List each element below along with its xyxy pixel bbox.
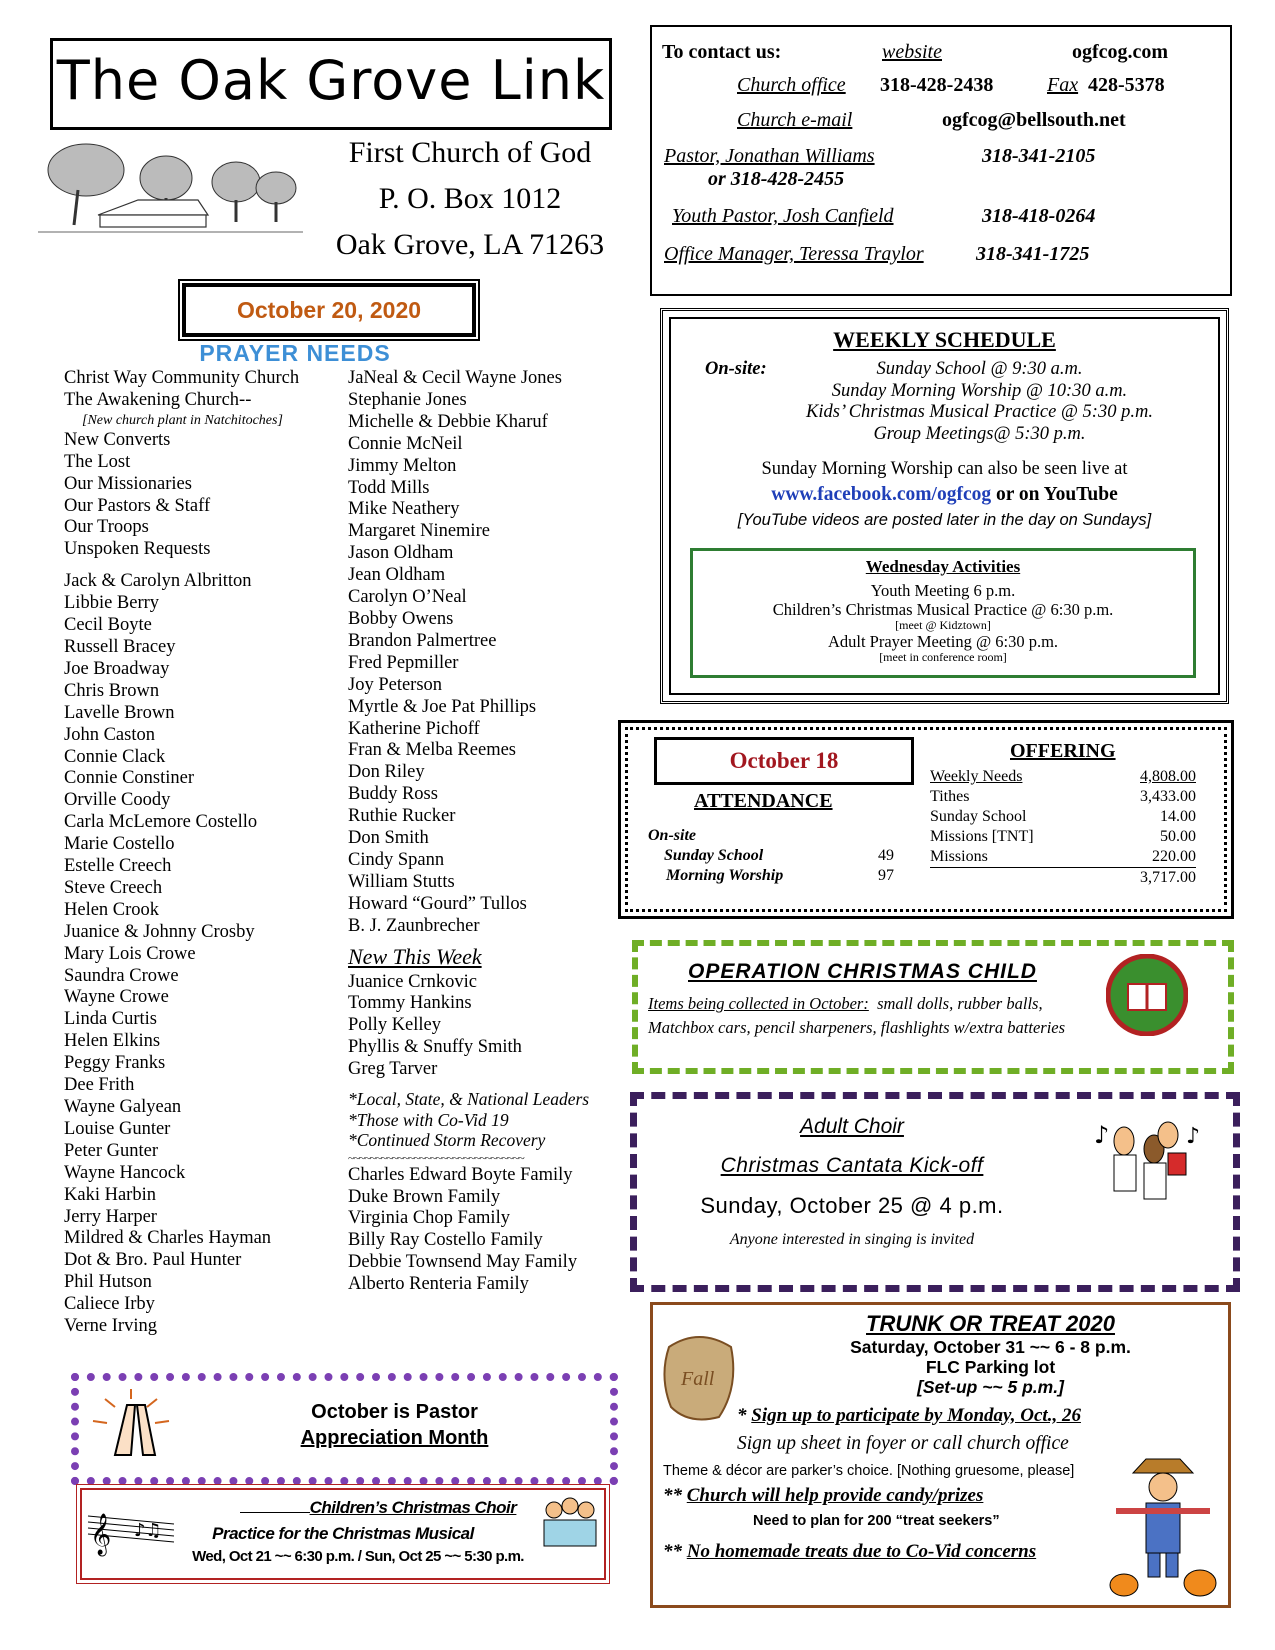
list-item: Christ Way Community Church bbox=[64, 368, 300, 388]
list-item: Michelle & Debbie Kharuf bbox=[348, 411, 548, 432]
occ-items-1: small dolls, rubber balls, bbox=[877, 994, 1043, 1013]
attendance-row-label: Morning Worship bbox=[666, 867, 784, 884]
adult-choir-box bbox=[630, 1092, 1240, 1292]
list-item: Don Riley bbox=[348, 762, 425, 783]
family-list bbox=[348, 1165, 589, 1296]
list-item: Buddy Ross bbox=[348, 784, 438, 805]
list-item: Mildred & Charles Hayman bbox=[64, 1228, 272, 1249]
pastor-month-line2: Appreciation Month bbox=[300, 1427, 489, 1449]
list-item: Carla McLemore Costello bbox=[64, 812, 258, 833]
occ-items-label: Items being collected in October: bbox=[648, 994, 869, 1013]
prayer-names-right bbox=[348, 368, 589, 938]
trunk-theme: Theme & décor are parker’s choice. [Nothing gruesome, please] bbox=[663, 1463, 1075, 1479]
list-item: John Caston bbox=[64, 724, 155, 745]
list-item: Tommy Hankins bbox=[348, 993, 472, 1014]
kids-choir-line3: Wed, Oct 21 ~~ 6:30 p.m. / Sun, Oct 25 ~~ 5:30 p.m. bbox=[192, 1548, 524, 1565]
prayer-list-left bbox=[64, 368, 299, 1338]
list-item: Phil Hutson bbox=[64, 1272, 152, 1293]
offering-label: Sunday School bbox=[930, 808, 1027, 825]
list-item: Dot & Bro. Paul Hunter bbox=[64, 1250, 242, 1271]
trunk-candy-line: ** Church will help provide candy/prizes bbox=[663, 1485, 984, 1506]
weekly-title: WEEKLY SCHEDULE bbox=[833, 327, 1056, 352]
offering-value: 3,433.00 bbox=[1140, 788, 1196, 805]
list-item: New Converts bbox=[64, 429, 171, 450]
trunk-plan: Need to plan for 200 “treat seekers” bbox=[753, 1513, 1000, 1529]
kids-choir-line2: Practice for the Christmas Musical bbox=[212, 1524, 474, 1543]
list-item: Ruthie Rucker bbox=[348, 806, 456, 827]
list-item: Wayne Crowe bbox=[64, 987, 169, 1008]
choir-line1: Adult Choir bbox=[800, 1115, 904, 1138]
pastor-month-line1: October is Pastor bbox=[311, 1401, 478, 1423]
church-name: First Church of God bbox=[348, 136, 592, 169]
singers-icon bbox=[1092, 1113, 1202, 1213]
pastor-label: Pastor, Jonathan Williams bbox=[664, 145, 875, 167]
list-item: Margaret Ninemire bbox=[348, 521, 490, 542]
email-label: Church e-mail bbox=[737, 109, 853, 131]
list-item: Louise Gunter bbox=[64, 1118, 171, 1139]
trunk-nohome: No homemade treats due to Co-Vid concerns bbox=[686, 1541, 1037, 1562]
list-item: Don Smith bbox=[348, 828, 429, 849]
attendance-onsite: On-site bbox=[648, 827, 696, 844]
trunk-candy: Church will help provide candy/prizes bbox=[686, 1485, 984, 1506]
list-item: Our Pastors & Staff bbox=[64, 495, 211, 516]
list-item: Debbie Townsend May Family bbox=[348, 1252, 578, 1273]
email-value[interactable]: ogfcog@bellsouth.net bbox=[942, 109, 1126, 131]
pastor-phone: 318-341-2105 bbox=[982, 145, 1096, 167]
list-item: William Stutts bbox=[348, 871, 455, 892]
list-item: Orville Coody bbox=[64, 790, 171, 811]
fax-label: Fax bbox=[1047, 74, 1079, 96]
new-names-list bbox=[348, 972, 589, 1082]
list-item: Duke Brown Family bbox=[348, 1186, 501, 1207]
youth-pastor-phone: 318-418-0264 bbox=[982, 205, 1096, 227]
prayer-needs-heading: PRAYER NEEDS bbox=[199, 340, 391, 366]
list-item: Fred Pepmiller bbox=[348, 652, 459, 673]
list-item: Caliece Irby bbox=[64, 1294, 155, 1315]
occ-logo-icon bbox=[1106, 954, 1188, 1036]
trunk-title: TRUNK OR TREAT 2020 bbox=[866, 1311, 1115, 1336]
list-item: Fran & Melba Reemes bbox=[348, 740, 516, 761]
newsletter-title: The Oak Grove Link bbox=[56, 49, 606, 112]
church-plant-note: [New church plant in Natchitoches] bbox=[82, 412, 283, 428]
list-item: Mary Lois Crowe bbox=[64, 943, 196, 964]
facebook-link[interactable]: www.facebook.com/ogfcog bbox=[771, 484, 992, 505]
contact-box bbox=[650, 25, 1232, 296]
masthead-box bbox=[50, 38, 612, 130]
list-item: Saundra Crowe bbox=[64, 965, 179, 986]
list-item: Jason Oldham bbox=[348, 543, 454, 564]
youth-pastor-label: Youth Pastor, Josh Canfield bbox=[672, 205, 894, 227]
pastor-alt-phone: or 318-428-2455 bbox=[708, 168, 845, 190]
trunk-or-treat-box bbox=[650, 1302, 1231, 1608]
list-item: Katherine Pichoff bbox=[348, 718, 480, 739]
offering-row bbox=[930, 807, 1196, 827]
list-item: Joe Broadway bbox=[64, 658, 170, 679]
list-item: Greg Tarver bbox=[348, 1059, 438, 1080]
list-item: Brandon Palmertree bbox=[348, 630, 497, 651]
choir-line2: Christmas Cantata Kick-off bbox=[720, 1154, 984, 1177]
offering-value: 14.00 bbox=[1160, 808, 1196, 825]
list-item: *Continued Storm Recovery bbox=[348, 1130, 546, 1151]
wed-adult-note: [meet in conference room] bbox=[879, 650, 1007, 664]
offering-value: 220.00 bbox=[1152, 848, 1196, 865]
trunk-when: Saturday, October 31 ~~ 6 - 8 p.m. bbox=[850, 1337, 1131, 1357]
svg-text:𝄞: 𝄞 bbox=[90, 1514, 112, 1555]
offering-row bbox=[930, 827, 1196, 847]
schedule-item: Kids’ Christmas Musical Practice @ 5:30 p.m. bbox=[806, 402, 1153, 422]
occ-items-2: Matchbox cars, pencil sharpeners, flashlights w/extra batteries bbox=[648, 1018, 1066, 1037]
wednesday-title: Wednesday Activities bbox=[865, 557, 1021, 576]
offering-value: 4,808.00 bbox=[1140, 768, 1196, 785]
list-item: Virginia Chop Family bbox=[348, 1208, 510, 1229]
kids-choir-title: Children’s Christmas Choir bbox=[309, 1498, 517, 1517]
list-item: Peter Gunter bbox=[64, 1140, 159, 1161]
list-item: Carolyn O’Neal bbox=[348, 587, 467, 608]
list-item: Cindy Spann bbox=[348, 849, 445, 870]
choir-line3: Sunday, October 25 @ 4 p.m. bbox=[700, 1193, 1004, 1218]
offering-row bbox=[930, 868, 1196, 888]
new-this-week-heading: New This Week bbox=[348, 943, 482, 969]
list-item: JaNeal & Cecil Wayne Jones bbox=[348, 368, 562, 388]
office-label: Church office bbox=[737, 74, 846, 96]
trunk-nohome-line: ** No homemade treats due to Co-Vid concerns bbox=[663, 1541, 1037, 1562]
operation-christmas-child-box bbox=[632, 940, 1234, 1074]
divider: ~~~~~~~~~~~~~~~~~~~~~~~~~~~~~~~~ bbox=[348, 1150, 524, 1165]
office-phone: 318-428-2438 bbox=[880, 74, 994, 96]
list-item: Peggy Franks bbox=[64, 1053, 166, 1074]
attendance-title: ATTENDANCE bbox=[694, 790, 833, 812]
issue-date: October 20, 2020 bbox=[182, 283, 476, 337]
list-item: Alberto Renteria Family bbox=[348, 1274, 529, 1295]
pastor-appreciation-box bbox=[71, 1373, 618, 1485]
list-item: Stephanie Jones bbox=[348, 389, 467, 410]
contact-label: To contact us: bbox=[662, 41, 782, 63]
kids-choir-line1 bbox=[182, 1498, 574, 1518]
attendance-row-label: Sunday School bbox=[664, 847, 764, 864]
onsite-label: On-site: bbox=[705, 359, 767, 379]
choir-line4: Anyone interested in singing is invited bbox=[729, 1231, 975, 1248]
list-item: *Local, State, & National Leaders bbox=[348, 1089, 590, 1110]
offering-row bbox=[930, 767, 1196, 787]
list-item: The Lost bbox=[64, 451, 131, 472]
trunk-signup: Sign up to participate by Monday, Oct., 26 bbox=[751, 1405, 1081, 1426]
wed-youth: Youth Meeting 6 p.m. bbox=[870, 581, 1016, 600]
offering-label: Missions [TNT] bbox=[930, 828, 1034, 845]
city-state: Oak Grove, LA 71263 bbox=[335, 228, 605, 261]
trunk-signup-line: * Sign up to participate by Monday, Oct., 26 bbox=[737, 1405, 1081, 1426]
scarecrow-icon bbox=[1108, 1455, 1218, 1600]
list-item: Todd Mills bbox=[348, 477, 430, 498]
offering-row bbox=[930, 847, 1196, 868]
prayer-list-right bbox=[348, 368, 589, 1296]
fax-number: 428-5378 bbox=[1088, 74, 1165, 96]
wed-kids: Children’s Christmas Musical Practice @ 6:30 p.m. bbox=[772, 600, 1114, 619]
offering-label: Tithes bbox=[930, 788, 970, 805]
live-links bbox=[663, 484, 1226, 506]
list-item: Our Missionaries bbox=[64, 473, 192, 494]
website-value[interactable]: ogfcog.com bbox=[1072, 41, 1169, 63]
attendance-row-value: 97 bbox=[878, 867, 894, 884]
list-item: Dee Frith bbox=[64, 1075, 135, 1096]
wednesday-activities-box bbox=[690, 548, 1196, 678]
list-item: Marie Costello bbox=[64, 834, 175, 855]
praying-hands-icon bbox=[85, 1385, 177, 1465]
list-item: *Those with Co-Vid 19 bbox=[348, 1109, 509, 1130]
svg-text:♪: ♪ bbox=[1186, 1124, 1201, 1149]
childrens-choir-box bbox=[80, 1488, 606, 1580]
schedule-item: Sunday School @ 9:30 a.m. bbox=[876, 359, 1083, 379]
list-item: B. J. Zaunbrecher bbox=[348, 915, 480, 936]
list-item: Helen Elkins bbox=[64, 1031, 161, 1052]
list-item: Jimmy Melton bbox=[348, 455, 457, 476]
youtube-text: or on YouTube bbox=[991, 484, 1118, 505]
fall-sign-icon bbox=[659, 1327, 741, 1427]
svg-text:♪♫: ♪♫ bbox=[134, 1520, 162, 1541]
offering-title: OFFERING bbox=[1010, 740, 1116, 762]
list-item: Mike Neathery bbox=[348, 499, 460, 520]
list-item: Linda Curtis bbox=[64, 1009, 158, 1030]
list-item: Bobby Owens bbox=[348, 608, 454, 629]
wed-adult: Adult Prayer Meeting @ 6:30 p.m. bbox=[827, 632, 1059, 651]
svg-text:♪: ♪ bbox=[1094, 1121, 1110, 1149]
offering-label: Missions bbox=[930, 848, 988, 865]
live-text: Sunday Morning Worship can also be seen live at bbox=[761, 459, 1128, 479]
list-item: Polly Kelley bbox=[348, 1015, 442, 1036]
attendance-row-value: 49 bbox=[878, 847, 894, 864]
list-item: Billy Ray Costello Family bbox=[348, 1230, 543, 1251]
schedule-item: Sunday Morning Worship @ 10:30 a.m. bbox=[831, 380, 1128, 401]
list-item: Cecil Boyte bbox=[64, 615, 152, 636]
list-item: Jean Oldham bbox=[348, 565, 446, 586]
list-item: Connie Clack bbox=[64, 746, 166, 767]
offering-table bbox=[930, 767, 1196, 888]
offering-label: Weekly Needs bbox=[930, 768, 1023, 785]
office-manager-phone: 318-341-1725 bbox=[976, 243, 1090, 265]
list-item: The Awakening Church-- bbox=[64, 389, 252, 410]
onsite-schedule bbox=[663, 359, 1226, 445]
list-item: Wayne Galyean bbox=[64, 1097, 182, 1117]
list-item: Jack & Carolyn Albritton bbox=[64, 571, 252, 592]
trunk-where: FLC Parking lot bbox=[925, 1357, 1056, 1377]
trunk-signup-sheet: Sign up sheet in foyer or call church office bbox=[737, 1433, 1069, 1454]
attendance-date: October 18 bbox=[654, 737, 914, 785]
website-label: website bbox=[882, 41, 942, 63]
church-trees-illustration bbox=[38, 140, 303, 240]
youtube-note: [YouTube videos are posted later in the day on Sundays] bbox=[737, 511, 1152, 529]
list-item: Howard “Gourd” Tullos bbox=[348, 893, 527, 914]
list-item: Connie McNeil bbox=[348, 433, 463, 454]
wed-kids-note: [meet @ Kidztown] bbox=[895, 618, 991, 632]
list-item: Jerry Harper bbox=[64, 1206, 157, 1227]
list-item: Charles Edward Boyte Family bbox=[348, 1164, 573, 1185]
children-singers-icon bbox=[540, 1496, 598, 1552]
list-item: Libbie Berry bbox=[64, 593, 160, 614]
office-manager-label: Office Manager, Teressa Traylor bbox=[664, 243, 924, 265]
prayer-names-left bbox=[64, 571, 299, 1338]
list-item: Steve Creech bbox=[64, 877, 163, 898]
church-address bbox=[300, 130, 640, 268]
offering-row bbox=[930, 787, 1196, 807]
fall-word: Fall bbox=[681, 1368, 715, 1390]
list-item: Estelle Creech bbox=[64, 856, 172, 877]
list-item: Phyllis & Snuffy Smith bbox=[348, 1037, 522, 1058]
occ-items-line bbox=[648, 994, 1043, 1014]
list-item: Unspoken Requests bbox=[64, 539, 211, 560]
list-item: Juanice Crnkovic bbox=[348, 971, 477, 992]
special-list bbox=[348, 1089, 589, 1151]
list-item: Joy Peterson bbox=[348, 674, 443, 695]
list-item: Chris Brown bbox=[64, 680, 160, 701]
po-box: P. O. Box 1012 bbox=[378, 182, 562, 215]
list-item: Verne Irving bbox=[64, 1316, 157, 1337]
offering-value: 50.00 bbox=[1160, 828, 1196, 845]
list-item: Connie Constiner bbox=[64, 768, 195, 789]
list-item: Lavelle Brown bbox=[64, 702, 175, 723]
occ-title: OPERATION CHRISTMAS CHILD bbox=[688, 960, 1037, 983]
offering-value: 3,717.00 bbox=[1140, 869, 1196, 886]
list-item: Our Troops bbox=[64, 517, 149, 538]
list-item: Russell Bracey bbox=[64, 636, 176, 657]
list-item: Helen Crook bbox=[64, 899, 160, 920]
list-item: Myrtle & Joe Pat Phillips bbox=[348, 696, 537, 717]
list-item: Juanice & Johnny Crosby bbox=[64, 921, 255, 942]
list-item: Kaki Harbin bbox=[64, 1184, 156, 1205]
schedule-item: Group Meetings@ 5:30 p.m. bbox=[873, 423, 1086, 444]
trunk-setup: [Set-up ~~ 5 p.m.] bbox=[917, 1377, 1064, 1397]
list-item: Wayne Hancock bbox=[64, 1162, 186, 1183]
